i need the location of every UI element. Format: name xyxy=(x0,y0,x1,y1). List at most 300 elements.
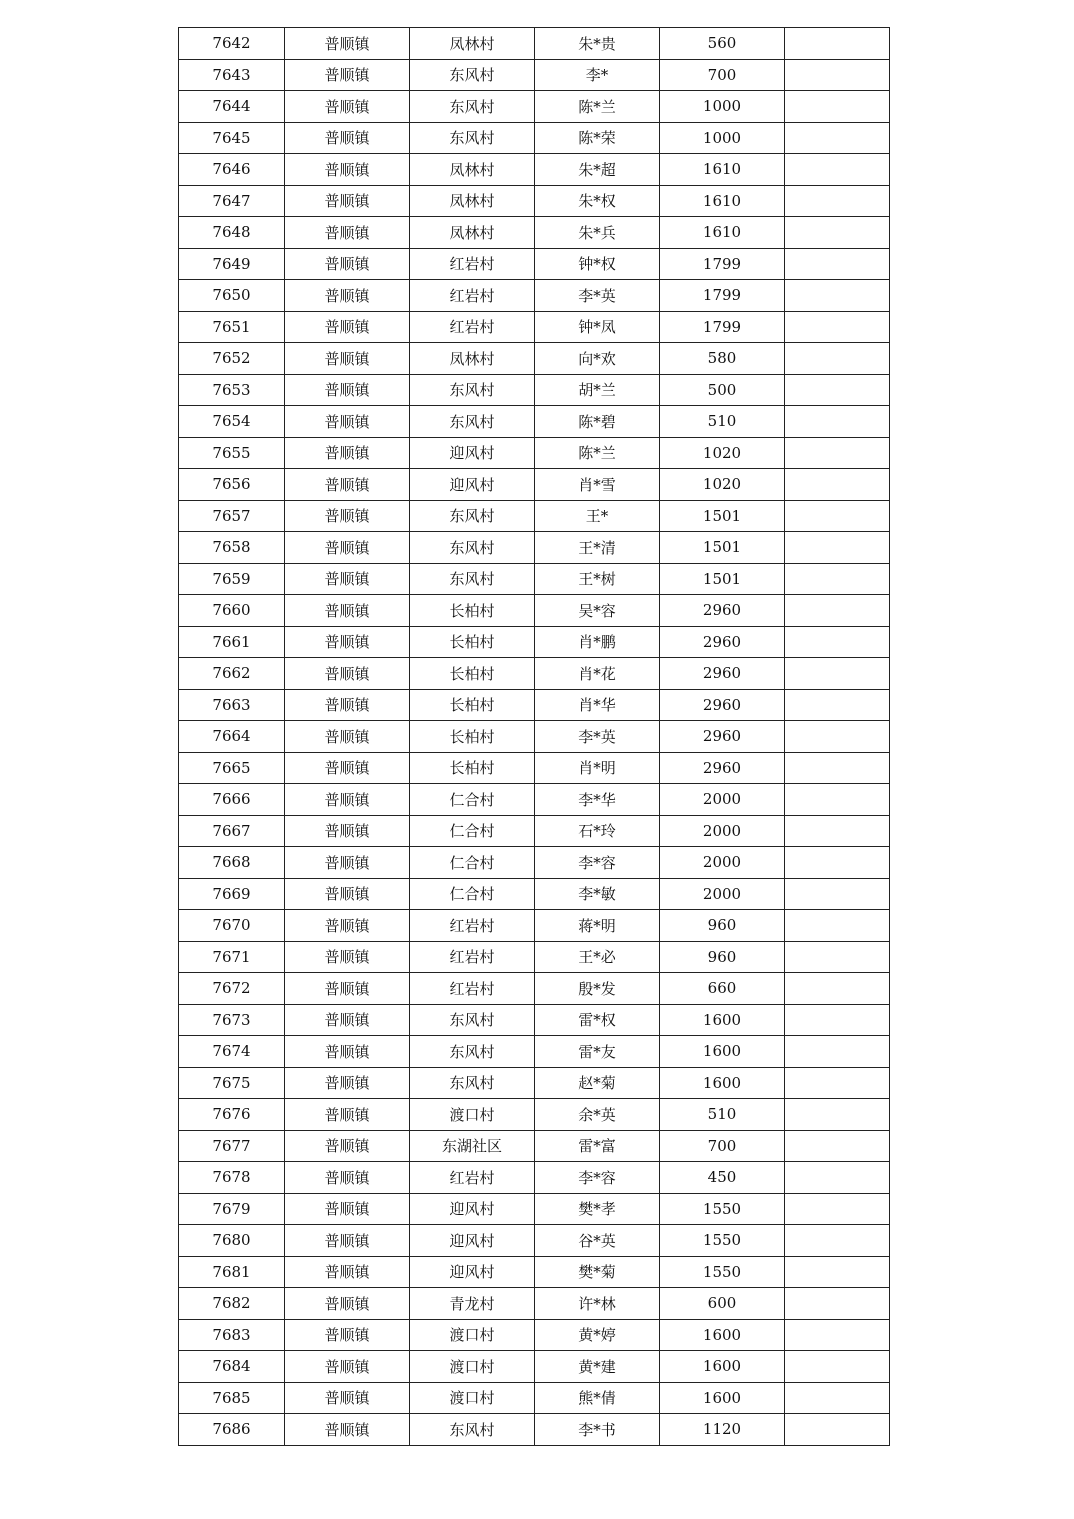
note-cell xyxy=(785,154,890,186)
table-row xyxy=(179,406,890,438)
note-cell xyxy=(785,532,890,564)
name-cell: 肖*华 xyxy=(535,689,660,721)
amount-cell: 450 xyxy=(660,1162,785,1194)
row-number-cell: 7662 xyxy=(179,658,285,690)
table-row xyxy=(179,626,890,658)
village-cell: 东风村 xyxy=(410,563,535,595)
note-cell xyxy=(785,1036,890,1068)
town-cell: 普顺镇 xyxy=(285,217,410,249)
table-row xyxy=(179,941,890,973)
village-cell: 东风村 xyxy=(410,1004,535,1036)
note-cell xyxy=(785,217,890,249)
amount-cell: 1610 xyxy=(660,185,785,217)
note-cell xyxy=(785,406,890,438)
town-cell: 普顺镇 xyxy=(285,28,410,60)
village-cell: 红岩村 xyxy=(410,910,535,942)
name-cell: 殷*发 xyxy=(535,973,660,1005)
amount-cell: 1610 xyxy=(660,154,785,186)
row-number-cell: 7653 xyxy=(179,374,285,406)
town-cell: 普顺镇 xyxy=(285,532,410,564)
village-cell: 迎风村 xyxy=(410,437,535,469)
table-row xyxy=(179,1004,890,1036)
town-cell: 普顺镇 xyxy=(285,406,410,438)
town-cell: 普顺镇 xyxy=(285,1004,410,1036)
village-cell: 红岩村 xyxy=(410,1162,535,1194)
table-row xyxy=(179,1193,890,1225)
table-row xyxy=(179,595,890,627)
village-cell: 凤林村 xyxy=(410,28,535,60)
village-cell: 青龙村 xyxy=(410,1288,535,1320)
village-cell: 凤林村 xyxy=(410,343,535,375)
table-row xyxy=(179,248,890,280)
village-cell: 凤林村 xyxy=(410,185,535,217)
name-cell: 肖*明 xyxy=(535,752,660,784)
town-cell: 普顺镇 xyxy=(285,784,410,816)
table-row xyxy=(179,1288,890,1320)
table-row xyxy=(179,658,890,690)
village-cell: 迎风村 xyxy=(410,1193,535,1225)
amount-cell: 1600 xyxy=(660,1351,785,1383)
name-cell: 吴*容 xyxy=(535,595,660,627)
amount-cell: 1000 xyxy=(660,91,785,123)
name-cell: 赵*菊 xyxy=(535,1067,660,1099)
village-cell: 东风村 xyxy=(410,374,535,406)
table-row xyxy=(179,1382,890,1414)
amount-cell: 1501 xyxy=(660,532,785,564)
name-cell: 雷*友 xyxy=(535,1036,660,1068)
amount-cell: 660 xyxy=(660,973,785,1005)
amount-cell: 2960 xyxy=(660,595,785,627)
row-number-cell: 7685 xyxy=(179,1382,285,1414)
town-cell: 普顺镇 xyxy=(285,437,410,469)
town-cell: 普顺镇 xyxy=(285,374,410,406)
row-number-cell: 7661 xyxy=(179,626,285,658)
row-number-cell: 7646 xyxy=(179,154,285,186)
table-row xyxy=(179,217,890,249)
name-cell: 李*书 xyxy=(535,1414,660,1446)
amount-cell: 960 xyxy=(660,941,785,973)
village-cell: 东风村 xyxy=(410,406,535,438)
village-cell: 渡口村 xyxy=(410,1099,535,1131)
amount-cell: 700 xyxy=(660,59,785,91)
table-row xyxy=(179,1414,890,1446)
village-cell: 红岩村 xyxy=(410,941,535,973)
note-cell xyxy=(785,343,890,375)
name-cell: 樊*孝 xyxy=(535,1193,660,1225)
row-number-cell: 7642 xyxy=(179,28,285,60)
amount-cell: 1020 xyxy=(660,469,785,501)
village-cell: 凤林村 xyxy=(410,217,535,249)
note-cell xyxy=(785,658,890,690)
table-row xyxy=(179,374,890,406)
note-cell xyxy=(785,59,890,91)
note-cell xyxy=(785,1288,890,1320)
note-cell xyxy=(785,563,890,595)
amount-cell: 1600 xyxy=(660,1036,785,1068)
note-cell xyxy=(785,1319,890,1351)
amount-cell: 1501 xyxy=(660,563,785,595)
town-cell: 普顺镇 xyxy=(285,1414,410,1446)
town-cell: 普顺镇 xyxy=(285,185,410,217)
amount-cell: 1020 xyxy=(660,437,785,469)
amount-cell: 1600 xyxy=(660,1004,785,1036)
table-row xyxy=(179,815,890,847)
village-cell: 红岩村 xyxy=(410,280,535,312)
note-cell xyxy=(785,1382,890,1414)
town-cell: 普顺镇 xyxy=(285,847,410,879)
row-number-cell: 7665 xyxy=(179,752,285,784)
village-cell: 红岩村 xyxy=(410,973,535,1005)
town-cell: 普顺镇 xyxy=(285,689,410,721)
amount-cell: 580 xyxy=(660,343,785,375)
row-number-cell: 7676 xyxy=(179,1099,285,1131)
amount-cell: 500 xyxy=(660,374,785,406)
name-cell: 陈*碧 xyxy=(535,406,660,438)
table-row xyxy=(179,59,890,91)
amount-cell: 2000 xyxy=(660,847,785,879)
row-number-cell: 7660 xyxy=(179,595,285,627)
note-cell xyxy=(785,689,890,721)
village-cell: 东风村 xyxy=(410,532,535,564)
table-row xyxy=(179,185,890,217)
amount-cell: 2000 xyxy=(660,878,785,910)
row-number-cell: 7681 xyxy=(179,1256,285,1288)
name-cell: 钟*凤 xyxy=(535,311,660,343)
table-row xyxy=(179,154,890,186)
table-row xyxy=(179,1130,890,1162)
town-cell: 普顺镇 xyxy=(285,1256,410,1288)
name-cell: 黄*建 xyxy=(535,1351,660,1383)
village-cell: 长柏村 xyxy=(410,721,535,753)
note-cell xyxy=(785,847,890,879)
amount-cell: 2960 xyxy=(660,752,785,784)
name-cell: 谷*英 xyxy=(535,1225,660,1257)
row-number-cell: 7659 xyxy=(179,563,285,595)
amount-cell: 960 xyxy=(660,910,785,942)
name-cell: 陈*荣 xyxy=(535,122,660,154)
village-cell: 渡口村 xyxy=(410,1319,535,1351)
town-cell: 普顺镇 xyxy=(285,280,410,312)
name-cell: 黄*婷 xyxy=(535,1319,660,1351)
table-row xyxy=(179,689,890,721)
name-cell: 肖*鹏 xyxy=(535,626,660,658)
note-cell xyxy=(785,973,890,1005)
table-row xyxy=(179,784,890,816)
note-cell xyxy=(785,91,890,123)
town-cell: 普顺镇 xyxy=(285,752,410,784)
row-number-cell: 7654 xyxy=(179,406,285,438)
table-row xyxy=(179,1319,890,1351)
table-row xyxy=(179,91,890,123)
name-cell: 王*必 xyxy=(535,941,660,973)
note-cell xyxy=(785,1004,890,1036)
amount-cell: 2960 xyxy=(660,721,785,753)
table-row xyxy=(179,1256,890,1288)
note-cell xyxy=(785,280,890,312)
table-row xyxy=(179,878,890,910)
amount-cell: 1600 xyxy=(660,1067,785,1099)
town-cell: 普顺镇 xyxy=(285,154,410,186)
note-cell xyxy=(785,815,890,847)
amount-cell: 1600 xyxy=(660,1382,785,1414)
village-cell: 长柏村 xyxy=(410,595,535,627)
amount-cell: 700 xyxy=(660,1130,785,1162)
row-number-cell: 7649 xyxy=(179,248,285,280)
town-cell: 普顺镇 xyxy=(285,1162,410,1194)
name-cell: 朱*贵 xyxy=(535,28,660,60)
table-row xyxy=(179,532,890,564)
note-cell xyxy=(785,721,890,753)
row-number-cell: 7669 xyxy=(179,878,285,910)
row-number-cell: 7663 xyxy=(179,689,285,721)
town-cell: 普顺镇 xyxy=(285,248,410,280)
name-cell: 雷*权 xyxy=(535,1004,660,1036)
table-row xyxy=(179,28,890,60)
town-cell: 普顺镇 xyxy=(285,500,410,532)
town-cell: 普顺镇 xyxy=(285,1099,410,1131)
row-number-cell: 7684 xyxy=(179,1351,285,1383)
village-cell: 长柏村 xyxy=(410,658,535,690)
table-row xyxy=(179,1099,890,1131)
village-cell: 东风村 xyxy=(410,91,535,123)
village-cell: 红岩村 xyxy=(410,248,535,280)
amount-cell: 1799 xyxy=(660,311,785,343)
amount-cell: 510 xyxy=(660,406,785,438)
name-cell: 肖*花 xyxy=(535,658,660,690)
amount-cell: 1799 xyxy=(660,280,785,312)
name-cell: 蒋*明 xyxy=(535,910,660,942)
table-row xyxy=(179,1162,890,1194)
village-cell: 东风村 xyxy=(410,500,535,532)
village-cell: 长柏村 xyxy=(410,752,535,784)
name-cell: 朱*超 xyxy=(535,154,660,186)
amount-cell: 1000 xyxy=(660,122,785,154)
note-cell xyxy=(785,469,890,501)
amount-cell: 1610 xyxy=(660,217,785,249)
amount-cell: 1799 xyxy=(660,248,785,280)
note-cell xyxy=(785,311,890,343)
row-number-cell: 7683 xyxy=(179,1319,285,1351)
town-cell: 普顺镇 xyxy=(285,91,410,123)
table-body xyxy=(179,28,890,1446)
row-number-cell: 7651 xyxy=(179,311,285,343)
table-row xyxy=(179,1067,890,1099)
name-cell: 王*清 xyxy=(535,532,660,564)
amount-cell: 560 xyxy=(660,28,785,60)
table-row xyxy=(179,122,890,154)
town-cell: 普顺镇 xyxy=(285,1351,410,1383)
row-number-cell: 7666 xyxy=(179,784,285,816)
village-cell: 长柏村 xyxy=(410,689,535,721)
table-row xyxy=(179,563,890,595)
name-cell: 陈*兰 xyxy=(535,437,660,469)
village-cell: 迎风村 xyxy=(410,1225,535,1257)
name-cell: 李*敏 xyxy=(535,878,660,910)
amount-cell: 1120 xyxy=(660,1414,785,1446)
row-number-cell: 7667 xyxy=(179,815,285,847)
note-cell xyxy=(785,1225,890,1257)
town-cell: 普顺镇 xyxy=(285,815,410,847)
village-cell: 东风村 xyxy=(410,59,535,91)
table-row xyxy=(179,1225,890,1257)
name-cell: 陈*兰 xyxy=(535,91,660,123)
amount-cell: 510 xyxy=(660,1099,785,1131)
note-cell xyxy=(785,500,890,532)
table-row xyxy=(179,343,890,375)
village-cell: 红岩村 xyxy=(410,311,535,343)
row-number-cell: 7679 xyxy=(179,1193,285,1225)
village-cell: 迎风村 xyxy=(410,469,535,501)
row-number-cell: 7656 xyxy=(179,469,285,501)
name-cell: 向*欢 xyxy=(535,343,660,375)
town-cell: 普顺镇 xyxy=(285,1382,410,1414)
row-number-cell: 7643 xyxy=(179,59,285,91)
name-cell: 李*英 xyxy=(535,721,660,753)
note-cell xyxy=(785,941,890,973)
town-cell: 普顺镇 xyxy=(285,721,410,753)
note-cell xyxy=(785,28,890,60)
town-cell: 普顺镇 xyxy=(285,910,410,942)
name-cell: 李*华 xyxy=(535,784,660,816)
village-cell: 长柏村 xyxy=(410,626,535,658)
table-row xyxy=(179,500,890,532)
table-row xyxy=(179,721,890,753)
amount-cell: 1550 xyxy=(660,1193,785,1225)
row-number-cell: 7655 xyxy=(179,437,285,469)
subsidy-table xyxy=(178,27,890,1446)
table-row xyxy=(179,311,890,343)
row-number-cell: 7647 xyxy=(179,185,285,217)
note-cell xyxy=(785,1067,890,1099)
note-cell xyxy=(785,1193,890,1225)
amount-cell: 1550 xyxy=(660,1225,785,1257)
row-number-cell: 7678 xyxy=(179,1162,285,1194)
note-cell xyxy=(785,374,890,406)
name-cell: 王*树 xyxy=(535,563,660,595)
table-row xyxy=(179,469,890,501)
village-cell: 仁合村 xyxy=(410,847,535,879)
table-row xyxy=(179,847,890,879)
name-cell: 胡*兰 xyxy=(535,374,660,406)
town-cell: 普顺镇 xyxy=(285,469,410,501)
note-cell xyxy=(785,1414,890,1446)
row-number-cell: 7648 xyxy=(179,217,285,249)
row-number-cell: 7652 xyxy=(179,343,285,375)
town-cell: 普顺镇 xyxy=(285,1193,410,1225)
amount-cell: 1550 xyxy=(660,1256,785,1288)
table-row xyxy=(179,437,890,469)
note-cell xyxy=(785,1256,890,1288)
town-cell: 普顺镇 xyxy=(285,59,410,91)
village-cell: 凤林村 xyxy=(410,154,535,186)
amount-cell: 1501 xyxy=(660,500,785,532)
note-cell xyxy=(785,910,890,942)
name-cell: 熊*倩 xyxy=(535,1382,660,1414)
row-number-cell: 7645 xyxy=(179,122,285,154)
note-cell xyxy=(785,1130,890,1162)
table-row xyxy=(179,910,890,942)
amount-cell: 2000 xyxy=(660,815,785,847)
village-cell: 迎风村 xyxy=(410,1256,535,1288)
name-cell: 朱*兵 xyxy=(535,217,660,249)
note-cell xyxy=(785,185,890,217)
row-number-cell: 7671 xyxy=(179,941,285,973)
town-cell: 普顺镇 xyxy=(285,563,410,595)
village-cell: 东风村 xyxy=(410,1067,535,1099)
row-number-cell: 7682 xyxy=(179,1288,285,1320)
table-row xyxy=(179,280,890,312)
village-cell: 东风村 xyxy=(410,122,535,154)
amount-cell: 2960 xyxy=(660,626,785,658)
row-number-cell: 7658 xyxy=(179,532,285,564)
note-cell xyxy=(785,1162,890,1194)
town-cell: 普顺镇 xyxy=(285,122,410,154)
amount-cell: 2960 xyxy=(660,658,785,690)
note-cell xyxy=(785,784,890,816)
town-cell: 普顺镇 xyxy=(285,1036,410,1068)
note-cell xyxy=(785,122,890,154)
table-row xyxy=(179,752,890,784)
town-cell: 普顺镇 xyxy=(285,343,410,375)
row-number-cell: 7672 xyxy=(179,973,285,1005)
town-cell: 普顺镇 xyxy=(285,311,410,343)
row-number-cell: 7657 xyxy=(179,500,285,532)
town-cell: 普顺镇 xyxy=(285,1288,410,1320)
town-cell: 普顺镇 xyxy=(285,878,410,910)
town-cell: 普顺镇 xyxy=(285,1319,410,1351)
note-cell xyxy=(785,878,890,910)
note-cell xyxy=(785,1351,890,1383)
row-number-cell: 7670 xyxy=(179,910,285,942)
note-cell xyxy=(785,626,890,658)
name-cell: 王* xyxy=(535,500,660,532)
name-cell: 钟*权 xyxy=(535,248,660,280)
village-cell: 仁合村 xyxy=(410,784,535,816)
row-number-cell: 7677 xyxy=(179,1130,285,1162)
amount-cell: 2000 xyxy=(660,784,785,816)
name-cell: 李* xyxy=(535,59,660,91)
village-cell: 仁合村 xyxy=(410,878,535,910)
table-row xyxy=(179,973,890,1005)
note-cell xyxy=(785,437,890,469)
village-cell: 渡口村 xyxy=(410,1382,535,1414)
name-cell: 肖*雪 xyxy=(535,469,660,501)
row-number-cell: 7664 xyxy=(179,721,285,753)
row-number-cell: 7650 xyxy=(179,280,285,312)
town-cell: 普顺镇 xyxy=(285,1067,410,1099)
village-cell: 东湖社区 xyxy=(410,1130,535,1162)
town-cell: 普顺镇 xyxy=(285,626,410,658)
amount-cell: 600 xyxy=(660,1288,785,1320)
town-cell: 普顺镇 xyxy=(285,941,410,973)
table-row xyxy=(179,1351,890,1383)
note-cell xyxy=(785,1099,890,1131)
town-cell: 普顺镇 xyxy=(285,973,410,1005)
row-number-cell: 7680 xyxy=(179,1225,285,1257)
amount-cell: 2960 xyxy=(660,689,785,721)
name-cell: 樊*菊 xyxy=(535,1256,660,1288)
village-cell: 东风村 xyxy=(410,1414,535,1446)
town-cell: 普顺镇 xyxy=(285,1225,410,1257)
amount-cell: 1600 xyxy=(660,1319,785,1351)
row-number-cell: 7673 xyxy=(179,1004,285,1036)
row-number-cell: 7644 xyxy=(179,91,285,123)
village-cell: 仁合村 xyxy=(410,815,535,847)
town-cell: 普顺镇 xyxy=(285,1130,410,1162)
village-cell: 东风村 xyxy=(410,1036,535,1068)
row-number-cell: 7668 xyxy=(179,847,285,879)
table-row xyxy=(179,1036,890,1068)
